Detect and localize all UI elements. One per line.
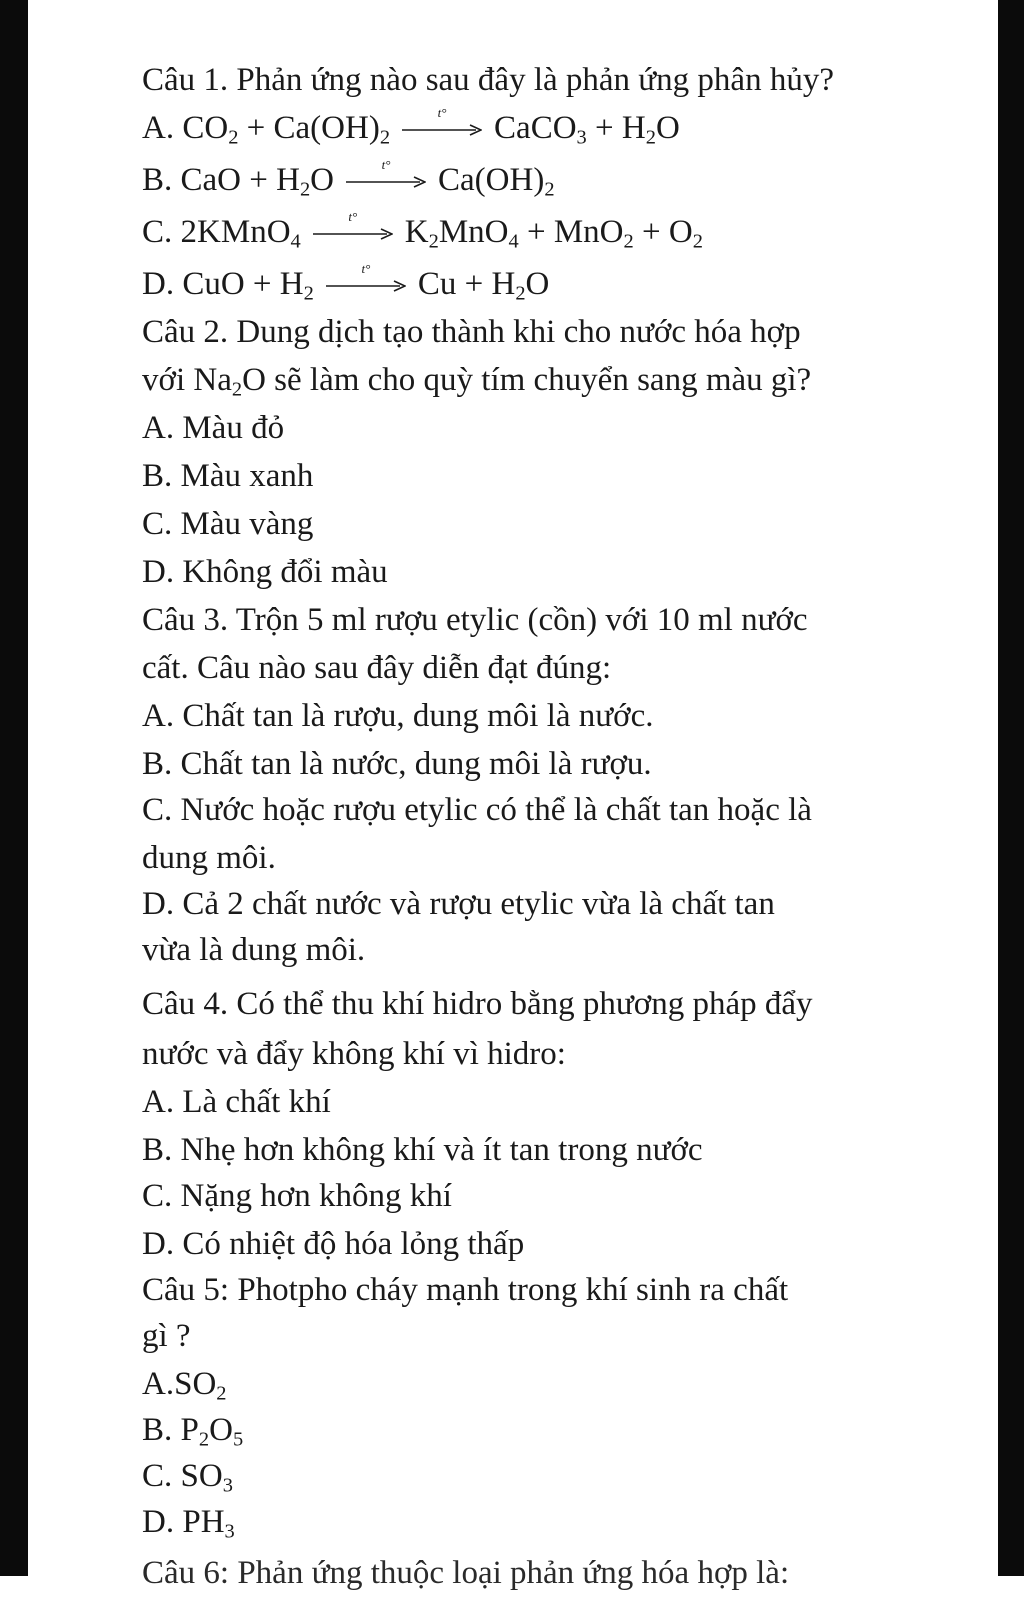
q1-option-c: C. 2KMnO$_4$ t° $K_2MnO_4 + MnO_2 + O_2$ xyxy=(142,209,703,253)
q5-option-b: B. $P_2O_5$ xyxy=(142,1412,244,1451)
q4-option-b: B. Nhẹ hơn không khí và ít tan trong nước xyxy=(142,1132,703,1168)
q2-option-a: A. Màu đỏ xyxy=(142,410,285,446)
q3-title-line2: cất. Câu nào sau đây diễn đạt đúng: xyxy=(142,650,612,686)
q3-option-d-line2: vừa là dung môi. xyxy=(142,932,366,968)
q1-title: Câu 1. Phản ứng nào sau đây là phản ứng phân hủy? xyxy=(142,62,834,98)
q5-option-c: C. $SO_3$ xyxy=(142,1458,233,1497)
q6-title-partial: Câu 6: Phản ứng thuộc loại phản ứng hóa hợp là: xyxy=(142,1555,790,1591)
q4-title-line1: Câu 4. Có thể thu khí hidro bằng phương pháp đẩy xyxy=(142,986,813,1022)
q4-option-a: A. Là chất khí xyxy=(142,1084,331,1120)
q3-option-a: A. Chất tan là rượu, dung môi là nước. xyxy=(142,698,654,734)
q5-option-d: D. $PH_3$ xyxy=(142,1504,235,1543)
q2-option-d: D. Không đổi màu xyxy=(142,554,388,590)
q2-title-line1: Câu 2. Dung dịch tạo thành khi cho nước hóa hợp xyxy=(142,314,801,350)
q5-title-line2: gì ? xyxy=(142,1318,191,1354)
q1-option-a: A. $CO_2 + Ca(OH)_2$ t° CaCO$_3$ + $H_2O$ xyxy=(142,105,680,149)
q1-option-b: B. CaO + $H_2O$ t° $Ca(OH)_2$ xyxy=(142,157,555,201)
q4-option-d: D. Có nhiệt độ hóa lỏng thấp xyxy=(142,1226,525,1262)
reaction-arrow-icon: t° xyxy=(402,124,482,136)
q3-option-c-line1: C. Nước hoặc rượu etylic có thể là chất tan hoặc là xyxy=(142,792,812,828)
left-border xyxy=(0,0,28,1576)
q3-option-d-line1: D. Cả 2 chất nước và rượu etylic vừa là chất tan xyxy=(142,886,775,922)
q2-option-b: B. Màu xanh xyxy=(142,458,314,494)
q5-title-line1: Câu 5: Photpho cháy mạnh trong khí sinh ra chất xyxy=(142,1272,789,1308)
q5-option-a: $A.SO_2$ xyxy=(142,1366,227,1405)
q2-title-line2: với $Na_2O$ sẽ làm cho quỳ tím chuyển sang màu gì? xyxy=(142,362,812,401)
q3-option-b: B. Chất tan là nước, dung môi là rượu. xyxy=(142,746,652,782)
q4-option-c: C. Nặng hơn không khí xyxy=(142,1178,452,1214)
q4-title-line2: nước và đẩy không khí vì hidro: xyxy=(142,1036,566,1072)
q3-title-line1: Câu 3. Trộn 5 ml rượu etylic (cồn) với 10 ml nước xyxy=(142,602,808,638)
reaction-arrow-icon: t° xyxy=(313,228,393,240)
right-border xyxy=(998,0,1024,1576)
q3-option-c-line2: dung môi. xyxy=(142,840,276,876)
reaction-arrow-icon: t° xyxy=(326,280,406,292)
q2-option-c: C. Màu vàng xyxy=(142,506,314,542)
reaction-arrow-icon: t° xyxy=(346,176,426,188)
q1-option-d: D. CuO + $H_2$ t° $Cu + H_2O$ xyxy=(142,261,550,305)
